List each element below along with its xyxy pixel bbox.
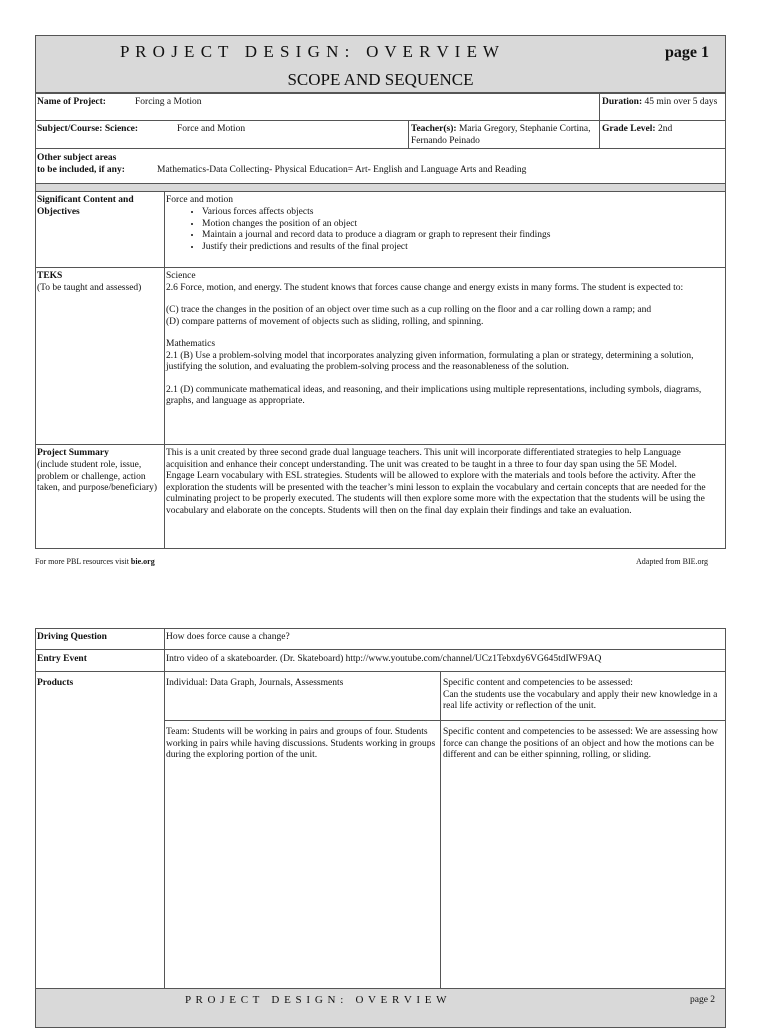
page1-header-title: P R O J E C T D E S I G N : O V E R V I E W (120, 42, 500, 61)
page1-footer-right: Adapted from BIE.org (636, 557, 709, 566)
page1-footer-left (35, 557, 155, 566)
other-subjects-label-1: Other subject areas (37, 153, 117, 163)
products-label: Products (37, 678, 74, 688)
teacher-value: Maria Gregory, Stephanie Cortina, Fernando Peinado (411, 124, 591, 146)
products-team: Team: Students will be working in pairs and groups of four. Students working in pairs while having discussions. Students working in groups during the exploring portion of the unit. (166, 727, 436, 760)
objective-item: • Maintain a journal and record data to produce a diagram or graph to represent their findings (202, 230, 721, 242)
teks-math-heading: Mathematics (166, 339, 216, 349)
grade-field (602, 124, 672, 136)
project-name-value: Forcing a Motion (135, 97, 202, 107)
summary-paragraph-2: Engage Learn vocabulary with ESL strategies. Students will be allowed to explore with the materials and tools before the activity. After the exploration the students will be presented with the teacher’s mini lesson to explain the vocabulary and certain concepts that are needed for the culminating project to be properly executed. The students will then explore some more with the expectation that the students will be using the vocabulary and elaborate on the concepts. Students will then on the final day explain their findings and take an evaluation. (166, 471, 706, 516)
driving-question-label: Driving Question (37, 632, 107, 642)
summary-body (166, 448, 724, 517)
grade-value: 2nd (657, 124, 673, 134)
teks-science-c: (C) trace the changes in the position of an object over time such as a cup rolling on the floor and a car rolling down a ramp; and (166, 305, 652, 315)
teks-science-heading: Science (166, 271, 196, 281)
summary-label: Project Summary (37, 448, 109, 458)
competencies-heading-1: Specific content and competencies to be assessed: (443, 678, 633, 688)
page2-header-title: P R O J E C T D E S I G N : O V E R V I E W (185, 994, 448, 1006)
objective-item: • Justify their predictions and results of the final project (202, 242, 721, 254)
teks-math-b: 2.1 (B) Use a problem-solving model that incorporates analyzing given information, formulating a plan or strategy, determining a solution, justifying the solution, and evaluating the problem-solving process and the reasonableness of the solution. (166, 350, 694, 372)
teks-math-d: 2.1 (D) communicate mathematical ideas, and reasoning, and their implications using multiple representations, including symbols, diagrams, graphs, and language as appropriate. (166, 384, 702, 406)
driving-question-value: How does force cause a change? (166, 632, 290, 642)
objective-item: • Various forces affects objects (202, 207, 721, 219)
objective-item: • Motion changes the position of an object (202, 219, 721, 231)
products-individual-competencies (443, 678, 721, 713)
other-subjects-label-2: to be included, if any: (37, 165, 125, 175)
objectives-list (166, 207, 721, 253)
competencies-text-1: Can the students use the vocabulary and apply their new knowledge in a real life activity or reflection of the unit. (443, 689, 718, 711)
teks-body (166, 271, 722, 408)
grade-label: Grade Level: (602, 124, 656, 134)
teks-science-d: (D) compare patterns of movement of objects such as sliding, rolling, and spinning. (166, 316, 484, 327)
products-table (35, 671, 726, 989)
entry-event-label: Entry Event (37, 654, 87, 664)
page2-page-label: page 2 (690, 995, 716, 1005)
teks-label: TEKS (37, 271, 63, 281)
subject-value: Force and Motion (177, 124, 246, 134)
entry-event-value: Intro video of a skateboarder. (Dr. Skateboard) http://www.youtube.com/channel/UCz1Tebxdy6VG645tdIWF9AQ (166, 654, 602, 664)
teacher-label: Teacher(s): (411, 124, 457, 134)
footer-resources-text: For more PBL resources visit (35, 557, 131, 566)
teks-science-standard: 2.6 Force, motion, and energy. The student knows that forces cause change and energy exists in many forms. The student is expected to: (166, 282, 684, 293)
content-label-2: Objectives (37, 207, 80, 217)
summary-sublabel: (include student role, issue, problem or challenge, action taken, and purpose/beneficiary) (37, 460, 158, 493)
summary-paragraph-1: This is a unit created by three second grade dual language teachers. This unit will incorporate differentiated strategies to help Language acquisition and enhance their concept understanding. The unit was created to be taught in a three to four day span using the 5E Model. (166, 448, 681, 470)
project-name-label: Name of Project: (37, 97, 106, 107)
products-individual: Individual: Data Graph, Journals, Assessments (166, 678, 344, 688)
bie-link[interactable]: bie.org (130, 557, 155, 566)
duration-value: 45 min over 5 days (644, 97, 718, 107)
content-label-1: Significant Content and (37, 195, 134, 205)
duration-label: Duration: (602, 97, 643, 107)
products-team-competencies: Specific content and competencies to be assessed: We are assessing how force can change the positions of an object and how the motions can be different and can be either spinning, rolling, or sliding. (443, 727, 719, 760)
teacher-field (411, 124, 596, 147)
driving-question-row (35, 628, 726, 650)
content-intro: Force and motion (166, 195, 234, 205)
subject-label: Subject/Course: Science: (37, 124, 139, 134)
teks-sublabel: (To be taught and assessed) (37, 283, 142, 293)
page1-subtitle: SCOPE AND SEQUENCE (287, 70, 474, 89)
duration-field (602, 97, 724, 109)
other-subjects-value: Mathematics-Data Collecting- Physical Education= Art- English and Language Arts and Reading (157, 165, 527, 175)
page1-page-label: page 1 (665, 44, 709, 61)
